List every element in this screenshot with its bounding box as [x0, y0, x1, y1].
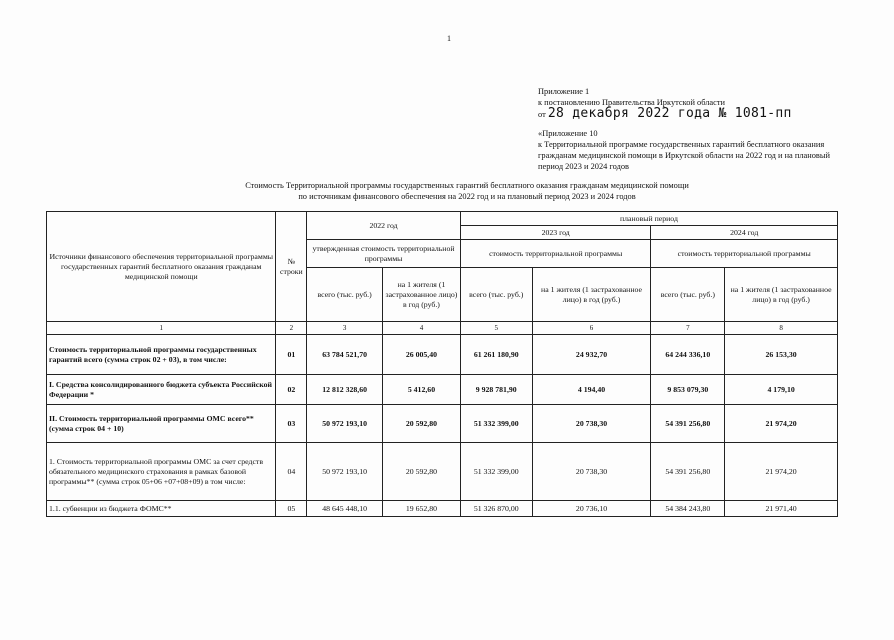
row-2023-per-capita: 20 738,30 [532, 405, 651, 443]
row-no: 03 [276, 405, 307, 443]
col-num: 4 [383, 322, 461, 335]
date-prefix: от [538, 110, 546, 119]
row-2024-per-capita: 4 179,10 [725, 375, 838, 405]
row-source: 1.1. субвенции из бюджета ФОМС** [47, 501, 276, 517]
header-2024: 2024 год [651, 226, 838, 240]
header-planned-period: плановый период [460, 212, 837, 226]
row-2022-total: 50 972 193,10 [307, 443, 383, 501]
row-source: Стоимость территориальной программы государственных гарантий всего (сумма строк 02 + 03), в том числе: [47, 335, 276, 375]
row-2024-total: 64 244 336,10 [651, 335, 725, 375]
col-num: 3 [307, 322, 383, 335]
row-2024-total: 9 853 079,30 [651, 375, 725, 405]
appendix-date [538, 108, 838, 120]
row-2024-per-capita: 21 974,20 [725, 405, 838, 443]
col-num: 1 [47, 322, 276, 335]
row-2022-total: 50 972 193,10 [307, 405, 383, 443]
table-row [47, 405, 838, 443]
header-cost-2023: стоимость территориальной программы [460, 240, 651, 268]
row-no: 05 [276, 501, 307, 517]
row-2023-total: 51 332 399,00 [460, 405, 532, 443]
appendix-title: Приложение 1 [538, 87, 590, 96]
row-2022-per-capita: 20 592,80 [383, 443, 461, 501]
row-2024-total: 54 391 256,80 [651, 443, 725, 501]
row-2022-total: 63 784 521,70 [307, 335, 383, 375]
row-source: I. Средства консолидированного бюджета субъекта Российской Федерации * [47, 375, 276, 405]
row-2024-total: 54 384 243,80 [651, 501, 725, 517]
col-num: 6 [532, 322, 651, 335]
title-line-1: Стоимость Территориальной программы государственных гарантий бесплатного оказания гражданам медицинской помощи [245, 181, 689, 190]
row-2022-total: 12 812 328,60 [307, 375, 383, 405]
row-2024-per-capita: 26 153,30 [725, 335, 838, 375]
row-2023-per-capita: 24 932,70 [532, 335, 651, 375]
table-row [47, 335, 838, 375]
title-line-2: по источникам финансового обеспечения на 2022 год и на плановый период 2023 и 2024 годов [298, 192, 636, 201]
column-numbers-row [47, 322, 838, 335]
row-2024-total: 54 391 256,80 [651, 405, 725, 443]
col-num: 8 [725, 322, 838, 335]
header-2022-per-capita: на 1 жителя (1 застрахованное лицо) в год (руб.) [383, 268, 461, 322]
row-2023-per-capita: 20 738,30 [532, 443, 651, 501]
row-2023-total: 61 261 180,90 [460, 335, 532, 375]
row-2022-per-capita: 26 005,40 [383, 335, 461, 375]
row-2023-per-capita: 4 194,40 [532, 375, 651, 405]
col-num: 2 [276, 322, 307, 335]
header-2024-total: всего (тыс. руб.) [651, 268, 725, 322]
header-row-no: № строки [276, 212, 307, 322]
header-cost-2024: стоимость территориальной программы [651, 240, 838, 268]
handwritten-date: 28 декабря 2022 года № 1081-пп [547, 106, 792, 121]
header-2023: 2023 год [460, 226, 651, 240]
appendix-resolution: к постановлению Правительства Иркутской области [538, 98, 726, 107]
ref-appendix-text: к Территориальной программе государственных гарантий бесплатного оказания гражданам медицинской помощи в Иркутской области на 2022 год и на плановый период 2023 и 2024 годов [538, 140, 830, 171]
row-source: 1. Стоимость территориальной программы ОМС за счет средств обязательного медицинского страхования в рамках базовой программы** (сумма строк 05+06 +07+08+09) в том числе: [47, 443, 276, 501]
header-2023-per-capita: на 1 жителя (1 застрахованное лицо) в год (руб.) [532, 268, 651, 322]
page-number: 1 [447, 34, 451, 43]
appendix-block [538, 86, 838, 172]
header-2022-total: всего (тыс. руб.) [307, 268, 383, 322]
row-2024-per-capita: 21 971,40 [725, 501, 838, 517]
table-row [47, 443, 838, 501]
row-2022-per-capita: 5 412,60 [383, 375, 461, 405]
col-num: 7 [651, 322, 725, 335]
row-source: II. Стоимость территориальной программы ОМС всего** (сумма строк 04 + 10) [47, 405, 276, 443]
table-row [47, 375, 838, 405]
row-2024-per-capita: 21 974,20 [725, 443, 838, 501]
row-no: 01 [276, 335, 307, 375]
row-2022-per-capita: 19 652,80 [383, 501, 461, 517]
row-2023-per-capita: 20 736,10 [532, 501, 651, 517]
ref-appendix-title: «Приложение 10 [538, 129, 598, 138]
row-2023-total: 51 332 399,00 [460, 443, 532, 501]
header-source: Источники финансового обеспечения территориальной программы государственных гарантий бесплатного оказания гражданам медицинской помощи [47, 212, 276, 322]
row-2022-per-capita: 20 592,80 [383, 405, 461, 443]
header-2023-total: всего (тыс. руб.) [460, 268, 532, 322]
header-2024-per-capita: на 1 жителя (1 застрахованное лицо) в год (руб.) [725, 268, 838, 322]
document-title [0, 180, 894, 202]
row-2022-total: 48 645 448,10 [307, 501, 383, 517]
header-approved-cost: утвержденная стоимость территориальной программы [307, 240, 461, 268]
row-no: 02 [276, 375, 307, 405]
col-num: 5 [460, 322, 532, 335]
row-no: 04 [276, 443, 307, 501]
row-2023-total: 9 928 781,90 [460, 375, 532, 405]
table-row [47, 501, 838, 517]
header-2022: 2022 год [307, 212, 461, 240]
cost-table [46, 211, 838, 517]
row-2023-total: 51 326 870,00 [460, 501, 532, 517]
